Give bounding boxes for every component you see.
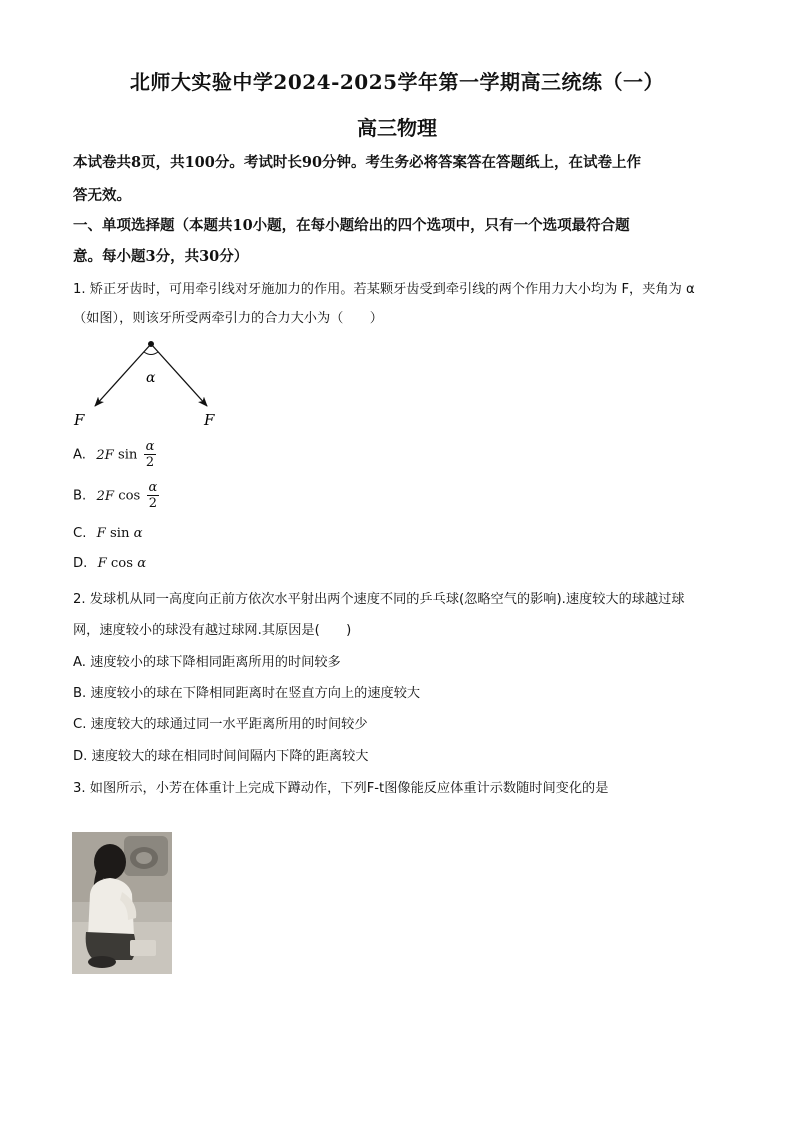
section-heading-line-1: 一、单项选择题（本题共10小题，在每小题给出的四个选项中，只有一个选项最符合题: [73, 217, 630, 234]
fraction-denominator: 2: [148, 496, 158, 511]
q3-text-line-1: 3. 如图所示，小芳在体重计上完成下蹲动作，下列F-t图像能反应体重计示数随时间变化的是: [73, 781, 609, 796]
angle-label: α: [146, 370, 156, 386]
option-fraction: [147, 481, 160, 510]
option-function: sin: [117, 447, 138, 463]
right-force-label: F: [204, 411, 215, 429]
intro-line-1: 本试卷共8页，共100分。考试时长90分钟。考生务必将答案答在答题纸上，在试卷上作: [73, 154, 642, 171]
option-fraction: [144, 440, 157, 469]
option-function: cos: [118, 488, 141, 504]
q2-option-b[interactable]: B. 速度较小的球在下降相同距离时在竖直方向上的速度较大: [73, 686, 421, 701]
right-force-arrow: [151, 344, 207, 406]
q1-text-line-1: 1. 矫正牙齿时，可用牵引线对牙施加力的作用。若某颗牙齿受到牵引线的两个作用力大小均为 F，夹角为 α: [73, 282, 695, 297]
section-heading-line-2: 意。每小题3分，共30分）: [73, 248, 249, 265]
angle-arc: [144, 352, 158, 355]
q2-text-line-1: 2. 发球机从同一高度向正前方依次水平射出两个速度不同的乒乓球(忽略空气的影响).速度较大的球越过球: [73, 592, 685, 607]
fraction-numerator: α: [148, 480, 158, 495]
option-coefficient: F: [96, 526, 106, 541]
option-function: sin: [109, 526, 130, 541]
q1-text-line-2: （如图），则该牙所受两牵引力的合力大小为（ ）: [73, 311, 383, 326]
q1-option-c[interactable]: [73, 526, 143, 541]
option-letter: C.: [73, 526, 87, 541]
option-argument: α: [137, 556, 147, 571]
option-letter: D.: [73, 556, 88, 571]
q1-option-b[interactable]: [73, 481, 159, 510]
fraction-denominator: 2: [145, 455, 155, 470]
q2-text-line-2: 网，速度较小的球没有越过球网.其原因是( ): [73, 623, 352, 638]
option-coefficient: 2F: [96, 488, 114, 504]
q2-option-d[interactable]: D. 速度较大的球在相同时间间隔内下降的距离较大: [73, 749, 369, 764]
q2-option-a[interactable]: A. 速度较小的球下降相同距离所用的时间较多: [73, 655, 341, 670]
option-coefficient: 2F: [96, 447, 114, 463]
intro-line-2: 答无效。: [73, 187, 131, 204]
option-coefficient: F: [97, 556, 107, 571]
exam-subject: 高三物理: [357, 116, 437, 140]
q2-option-c[interactable]: C. 速度较大的球通过同一水平距离所用的时间较少: [73, 717, 368, 732]
left-force-arrow: [95, 344, 151, 406]
fraction-numerator: α: [145, 439, 155, 454]
option-argument: α: [133, 526, 143, 541]
exam-title: 北师大实验中学2024-2025学年第一学期高三统练（一）: [129, 70, 665, 94]
option-function: cos: [110, 556, 134, 571]
left-force-label: F: [74, 411, 85, 429]
q1-option-a[interactable]: [73, 440, 156, 469]
q1-force-diagram: [66, 332, 236, 432]
q1-option-d[interactable]: [73, 556, 146, 571]
option-letter: B.: [73, 488, 87, 504]
girl-squatting-on-scale-photo: [72, 832, 172, 974]
option-letter: A.: [73, 447, 86, 463]
